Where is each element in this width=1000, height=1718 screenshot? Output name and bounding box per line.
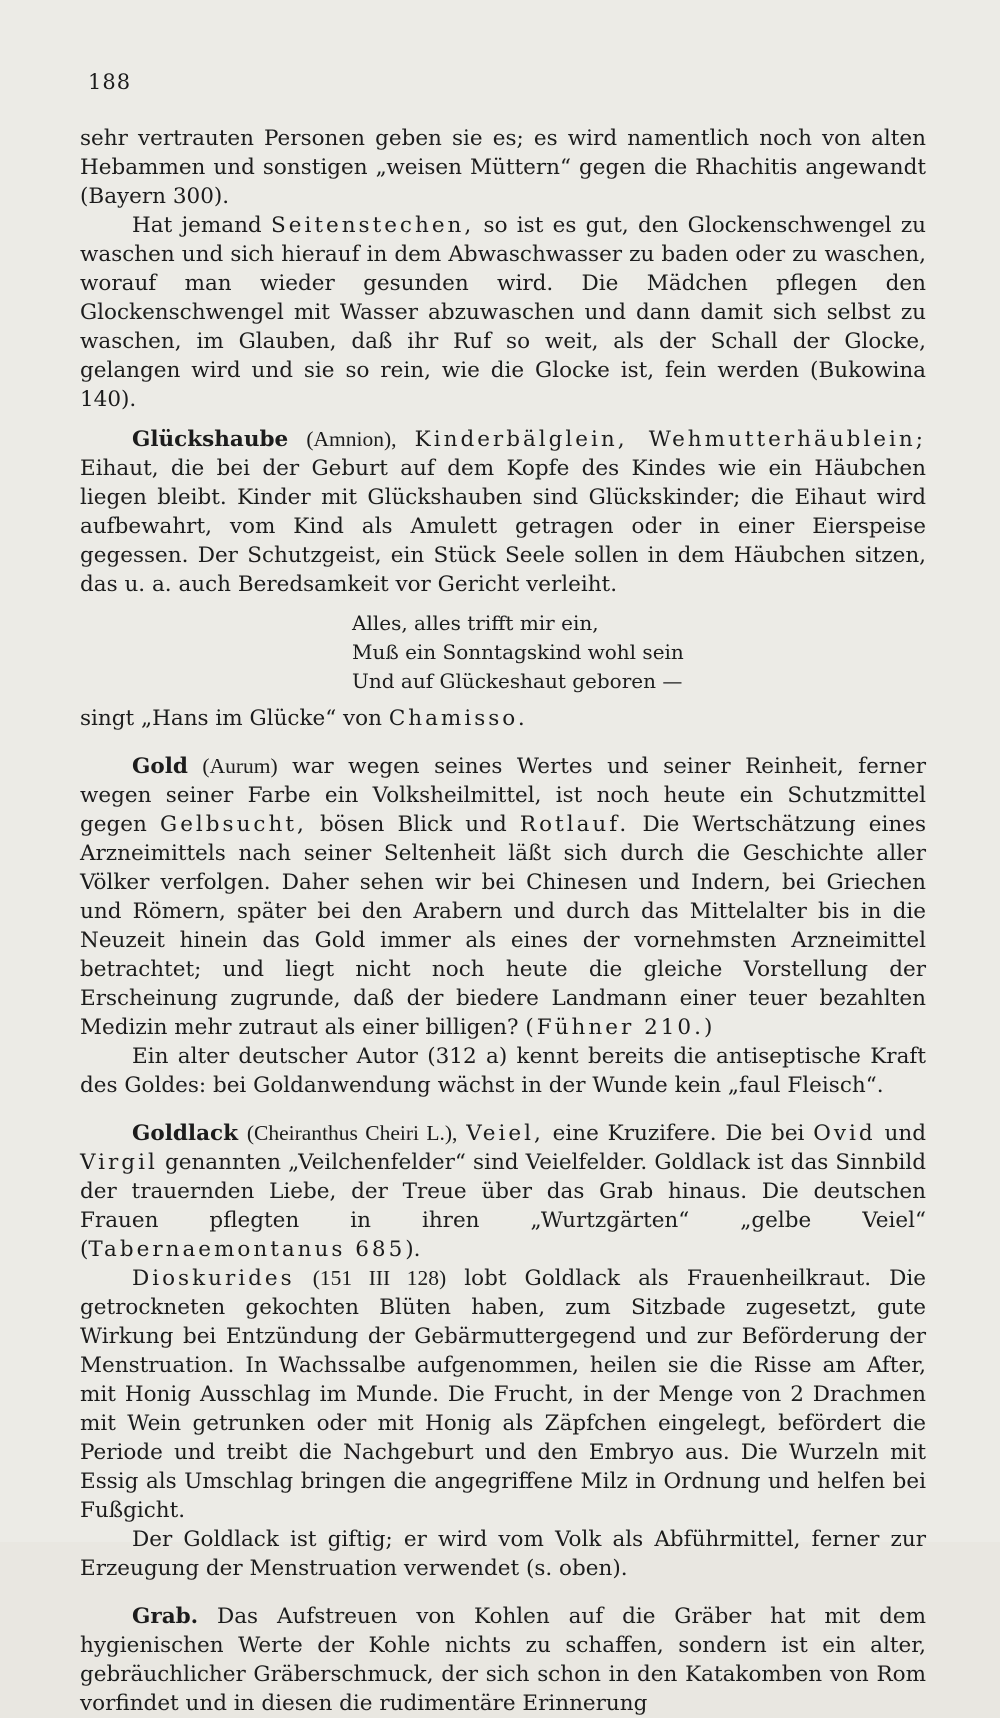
paragraph-seitenstechen: Hat jemand Seitenstechen, so ist es gut, den Glockenschwengel zu waschen und sich hierauf in dem Abwaschwasser zu baden oder zu waschen, worauf man wieder gesunden wird. Die Mädchen pflegen den Glockenschwengel mit Wasser abzuwaschen und dann damit sich selbst zu waschen, im Glauben, daß ihr Ruf so weit, als der Schall der Glocke, gelangen wird und sie so rein, wie die Glocke ist, fein werden (Bukowina 140). — [80, 213, 927, 412]
latin-term: (Aurum) — [202, 754, 278, 778]
entry-goldlack: Goldlack (Cheiranthus Cheiri L.), Veiel, eine Kruzifere. Die bei Ovid und Virgil genannten „Veilchenfelder“ sind Veielfelder. Goldlack ist das Sinnbild der trauernden Liebe, der Treue über das Grab hinaus. Die deutschen Frauen pflegten in ihren „Wurtzgärten“ „gelbe Veiel“ (Tabernaemontanus 685). — [80, 1121, 926, 1262]
paragraph-antiseptisch: Ein alter deutscher Autor (312 a) kennt bereits die antiseptische Kraft des Goldes: bei Goldanwendung wächst in der Wunde kein „faul Fleisch“. — [80, 1044, 926, 1098]
spaced-term: Rotlauf. — [519, 812, 630, 837]
entry-heading: Glückshaube — [132, 427, 289, 452]
latin-term: (Amnion), — [306, 427, 397, 451]
paragraph-giftig: Der Goldlack ist giftig; er wird vom Volk als Abführmittel, ferner zur Erzeugung der Menstruation verwendet (s. oben). — [80, 1527, 926, 1581]
spaced-term: Gelbsucht, — [160, 812, 307, 837]
paragraph-dioskurides: Dioskurides (151 III 128) lobt Goldlack als Frauenheilkraut. Die getrockneten gekochten Blüten haben, zum Sitzbade zugesetzt, gute Wirkung bei Entzündung der Gebärmuttergegend und zur Beförderung der Menstruation. In Wachssalbe aufgenommen, heilen sie die Risse am After, mit Honig Ausschlag im Munde. Die Frucht, in der Menge von 2 Drachmen mit Wein getrunken oder mit Honig als Zäpfchen eingelegt, befördert die Periode und treibt die Nachgeburt und den Embryo aus. Die Wurzeln mit Essig als Umschlag bringen die angegriffene Milz in Ordnung und helfen bei Fußgicht. — [80, 1266, 926, 1523]
page-body — [80, 124, 926, 1718]
spaced-term: Dioskurides — [132, 1266, 295, 1291]
latin-term: (Cheiranthus Cheiri L.), — [246, 1121, 458, 1145]
entry-glueckshaube: Glückshaube (Amnion), Kinderbälglein, Wehmutterhäublein; Eihaut, die bei der Geburt auf dem Kopfe des Kindes wie ein Häubchen liegen bleibt. Kinder mit Glückshauben sind Glückskinder; die Eihaut wird aufbewahrt, vom Kind als Amulett getragen oder in einer Eierspeise gegessen. Der Schutzgeist, ein Stück Seele sollen in dem Häubchen sitzen, das u. a. auch Beredsamkeit vor Gericht verleiht. — [80, 427, 926, 597]
citation: (151 III 128) — [312, 1266, 447, 1290]
spaced-term: Ovid — [813, 1121, 876, 1146]
entry-heading: Gold — [132, 754, 188, 779]
paragraph-chamisso: singt „Hans im Glücke“ von Chamisso. — [80, 706, 528, 731]
entry-heading: Grab. — [132, 1604, 199, 1629]
verse-line: Muß ein Sonntagskind wohl sein — [352, 640, 684, 664]
entry-heading: Goldlack — [132, 1121, 238, 1146]
spaced-term: Seitenstechen, — [271, 213, 475, 238]
entry-grab: Grab. Das Aufstreuen von Kohlen auf die Gräber hat mit dem hygienischen Werte der Kohle nichts zu schaffen, sondern ist ein alter, gebräuchlicher Gräberschmuck, der sich schon in den Katakomben von Rom vorfindet und in diesen die rudimentäre Erinnerung — [80, 1604, 926, 1716]
verse-quote — [352, 609, 926, 696]
verse-line: Und auf Glückeshaut geboren — — [352, 669, 683, 693]
citation: Tabernaemontanus 685 — [88, 1237, 406, 1262]
verse-line: Alles, alles trifft mir ein, — [352, 611, 599, 635]
citation: (Fühner 210.) — [525, 1015, 716, 1040]
paragraph-rhachitis: sehr vertrauten Personen geben sie es; es wird namentlich noch von alten Hebammen und sonstigen „weisen Müttern“ gegen die Rhachitis angewandt (Bayern 300). — [80, 126, 926, 209]
spaced-term: Veiel, — [466, 1121, 544, 1146]
entry-gold: Gold (Aurum) war wegen seines Wertes und seiner Reinheit, ferner wegen seiner Farbe ein Volksheilmittel, ist noch heute ein Schutzmittel gegen Gelbsucht, bösen Blick und Rotlauf. Die Wertschätzung eines Arzneimittels nach seiner Seltenheit läßt sich durch die Geschichte aller Völker verfolgen. Daher sehen wir bei Chinesen und Indern, bei Griechen und Römern, später bei den Arabern und durch das Mittelalter bis in die Neuzeit hinein das Gold immer als eines der vornehmsten Arzneimittel betrachtet; und liegt nicht noch heute die gleiche Vorstellung der Erscheinung zugrunde, daß der biedere Landmann einer teuer bezahlten Medizin mehr zutraut als einer billigen? (Fühner 210.) — [80, 754, 926, 1040]
spaced-term: Virgil — [80, 1150, 158, 1175]
page-number: 188 — [88, 70, 132, 94]
spaced-term: Kinderbälglein, Wehmutterhäublein; — [414, 427, 926, 452]
spaced-term: Chamisso. — [388, 706, 528, 731]
